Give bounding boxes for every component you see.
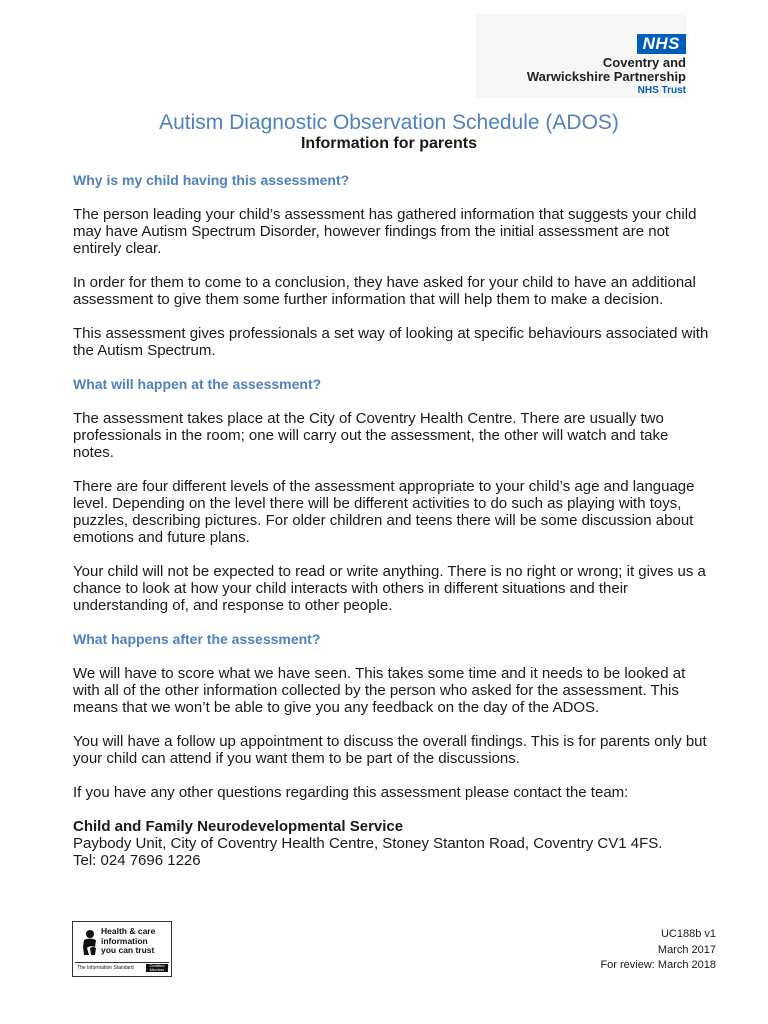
badge-text bbox=[101, 927, 169, 956]
badge-footer bbox=[75, 962, 169, 974]
paragraph: This assessment gives professionals a set way of looking at specific behaviours associated with the Autism Spectrum. bbox=[73, 325, 709, 359]
paragraph: There are four different levels of the assessment appropriate to your child’s age and language level. Depending on the level there will be different activities to do such as playing with toys, puzzles, describing pictures. For older children and teens there will be some discussion about emotions and future plans. bbox=[73, 478, 695, 546]
paragraph: We will have to score what we have seen. This takes some time and it needs to be looked at with all of the other information collected by the person who asked for the assessment. This means that we won’t be able to give you any feedback on the day of the ADOS. bbox=[73, 665, 686, 716]
nhs-logo bbox=[476, 14, 686, 98]
paragraph: You will have a follow up appointment to discuss the overall findings. This is for parents only but your child can attend if you want them to be part of the discussions. bbox=[73, 733, 707, 767]
certified-member-mark: Certified Member bbox=[146, 964, 168, 972]
badge-line-1: Health & care bbox=[101, 926, 156, 936]
org-line-3: NHS Trust bbox=[637, 85, 686, 96]
issue-date: March 2017 bbox=[657, 943, 716, 956]
information-standard-badge bbox=[72, 921, 172, 977]
badge-line-3: you can trust bbox=[101, 945, 155, 955]
page-subtitle: Information for parents bbox=[300, 135, 477, 152]
paragraph: The person leading your child’s assessment has gathered information that suggests your child may have Autism Spectrum Disorder, however findings from the initial assessment are not entirely clear. bbox=[73, 206, 697, 257]
paragraph: The assessment takes place at the City of Coventry Health Centre. There are usually two professionals in the room; one will carry out the assessment, the other will watch and take notes. bbox=[73, 410, 669, 461]
badge-standard: The Information Standard bbox=[77, 965, 134, 971]
contact-address: Paybody Unit, City of Coventry Health Centre, Stoney Stanton Road, Coventry CV1 4FS. bbox=[73, 835, 663, 852]
contact-block bbox=[73, 818, 713, 869]
person-icon bbox=[81, 929, 99, 957]
contact-phone: Tel: 024 7696 1226 bbox=[73, 852, 201, 869]
nhs-badge: NHS bbox=[637, 34, 686, 54]
document-body bbox=[73, 172, 713, 869]
page-title: Autism Diagnostic Observation Schedule (ADOS) bbox=[159, 111, 619, 134]
paragraph: Your child will not be expected to read or write anything. There is no right or wrong; it gives us a chance to look at how your child interacts with others in different situations and their understanding of, and response to other people. bbox=[73, 563, 706, 614]
section-heading: What will happen at the assessment? bbox=[73, 376, 322, 392]
section-heading: What happens after the assessment? bbox=[73, 631, 321, 647]
document-reference bbox=[600, 927, 716, 974]
contact-name: Child and Family Neurodevelopmental Service bbox=[73, 818, 404, 835]
org-line-1: Coventry and bbox=[602, 55, 686, 70]
section-heading: Why is my child having this assessment? bbox=[73, 172, 350, 188]
organisation-name bbox=[466, 56, 686, 84]
paragraph: In order for them to come to a conclusion, they have asked for your child to have an additional assessment to give them some further information that will help them to make a decision. bbox=[73, 274, 696, 308]
review-date: For review: March 2018 bbox=[600, 959, 716, 971]
org-line-2: Warwickshire Partnership bbox=[526, 69, 686, 84]
reference-code: UC188b v1 bbox=[660, 928, 716, 940]
badge-line-2: information bbox=[101, 935, 148, 946]
paragraph: If you have any other questions regarding this assessment please contact the team: bbox=[73, 784, 629, 801]
